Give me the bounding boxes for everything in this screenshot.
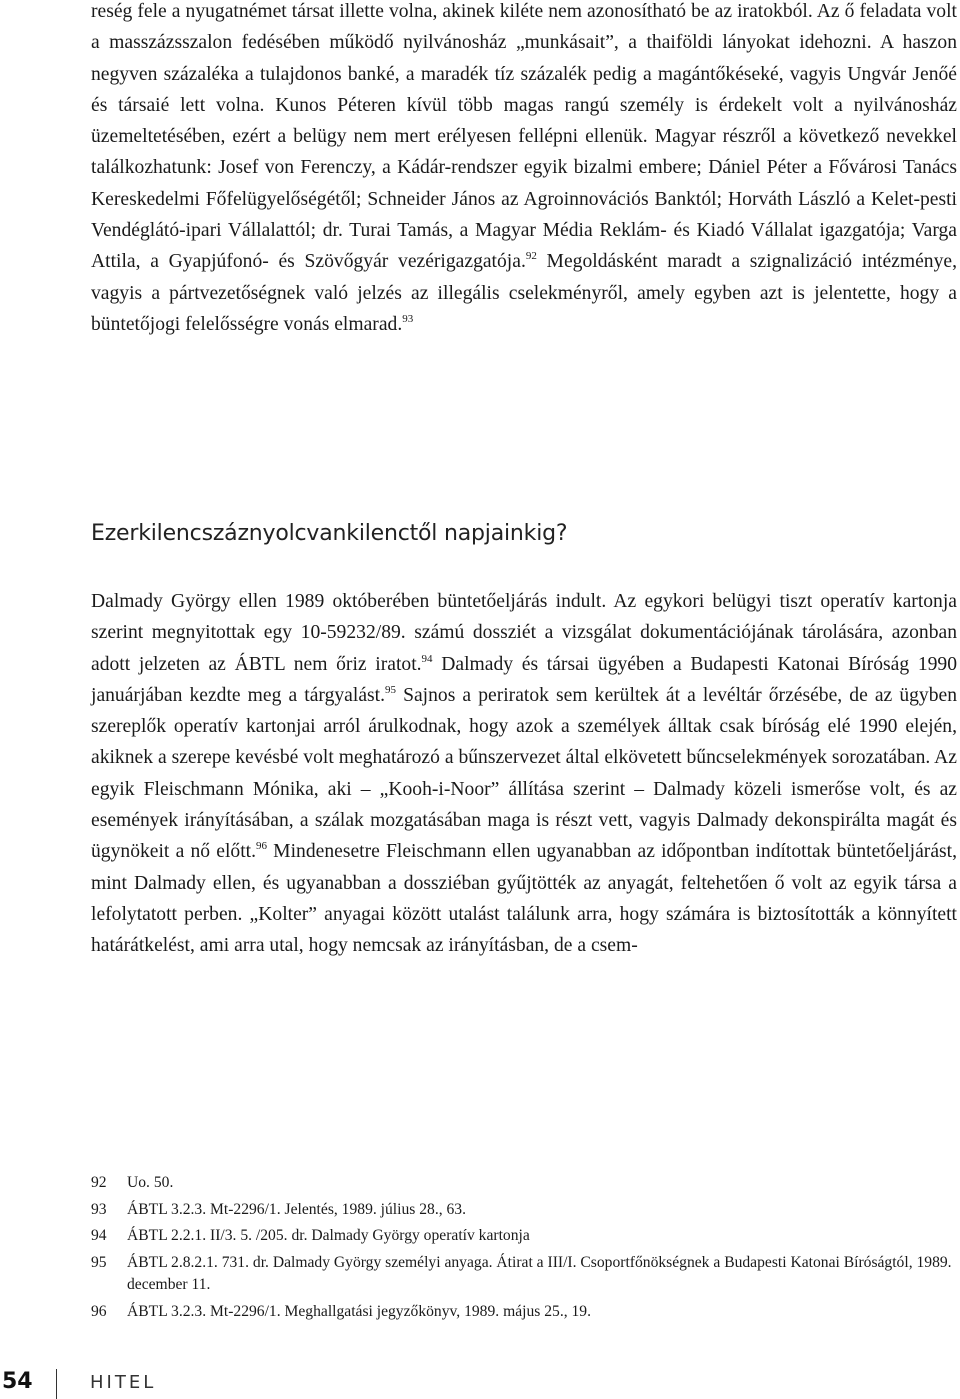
page-number: 54 [2, 1369, 33, 1394]
paragraph-text: Megoldásként maradt a szignalizáció intézménye, vagyis a pártvezetőségnek való jelzés az illegális cselekményről, amely egyben azt is jelentette, hogy a büntetőjogi felelősségre vonás elmarad. [91, 251, 957, 335]
footnote-item [91, 1225, 957, 1248]
footnote-number: 95 [91, 1253, 107, 1271]
paragraph-text: Mindenesetre Fleischmann ellen ugyanabban az időpontban indítottak büntetőeljárást, mint Dalmady ellen, és ugyanabban a dossziéban gyűjtötték az anyagát, feltehetően ő volt az egyik társa a lefolytatott perben. „Kolter” anyagai között utalást találunk arra, hogy számára is biztosították a könnyített határátkelést, ami arra utal, hogy nemcsak az irányításban, de a csem- [91, 841, 957, 957]
footnote-ref-95[interactable]: 95 [385, 683, 396, 696]
footnote-item [91, 1199, 957, 1222]
footnote-item [91, 1252, 957, 1297]
paragraph-text: Dalmady és társai ügyében a Budapesti Katonai Bíróság 1990 januárjában kezdte meg a tárgyalást. [91, 653, 958, 706]
footnotes-section [91, 1172, 957, 1328]
footnote-ref-92[interactable]: 92 [525, 250, 537, 263]
body-paragraph-2 [91, 586, 957, 962]
footnote-text: ÁBTL 3.2.3. Mt-2296/1. Jelentés, 1989. július 28., 63. [127, 1200, 467, 1218]
footnote-ref-96[interactable]: 96 [255, 840, 267, 853]
footnote-number: 94 [91, 1227, 107, 1245]
footnote-text: Uo. 50. [127, 1174, 174, 1191]
footer-divider [56, 1369, 57, 1399]
footnote-text: ÁBTL 2.8.2.1. 731. dr. Dalmady György személyi anyaga. Átirat a III/I. Csoportfőnökségnek a Budapesti Katonai Bíróságtól, 1989. december 11. [127, 1253, 952, 1294]
footnote-ref-94[interactable]: 94 [421, 652, 433, 665]
footnote-ref-93[interactable]: 93 [402, 312, 414, 325]
section-heading: Ezerkilencszáznyolcvankilenctől napjainkig? [91, 521, 568, 546]
paragraph-text: Dalmady György ellen 1989 októberében büntetőeljárás indult. Az egykori belügyi tiszt operatív kartonja szerint megnyitottak egy 10-59232/89. számú dossziét a vizsgálat dokumentációjának tárolására, azonban adott jelzeten az ÁBTL nem őriz iratot. [91, 591, 957, 675]
body-paragraph-1 [91, 0, 957, 340]
footnote-item [91, 1172, 957, 1195]
footnote-text: ÁBTL 2.2.1. II/3. 5. /205. dr. Dalmady György operatív kartonja [127, 1227, 530, 1245]
paragraph-text: reség fele a nyugatnémet társat illette volna, akinek kiléte nem azonosítható be az iratokból. Az ő feladata volt a masszázsszalon fedésében működő nyilvánosház „munkásait”, a thaiföldi lányokat idehozni. A haszon negyven százaléka a tulajdonos banké, a maradék tíz százalék pedig a magántőkéseké, vagyis Ungvár Jenőé és társaié lett volna. Kunos Péteren kívül több magas rangú személy is érdekelt volt a nyilvánosház üzemeltetésében, ezért a belügy nem mert erélyesen fellépni ellenük. Magyar részről a következő nevekkel találkozhatunk: Josef von Ferenczy, a Kádár-rendszer egyik bizalmi embere; Dániel Péter a Fővárosi Tanács Kereskedelmi Főfelügyelőségétől; Schneider János az Agroinnovációs Banktól; Horváth László a Kelet-pesti Vendéglátó-ipari Vállalattól; dr. Turai Tamás, a Magyar Média Reklám- és Kiadó Vállalat igazgatója; Varga Attila, a Gyapjúfonó- és Szövőgyár vezérigazgatója. [91, 1, 957, 273]
footnote-number: 93 [91, 1200, 107, 1218]
journal-name: HITEL [90, 1372, 157, 1393]
footnote-number: 96 [91, 1302, 107, 1320]
paragraph-text: Sajnos a periratok sem kerültek át a levéltár őrzésébe, de az ügyben szereplők operatív kartonjai arról árulkodnak, hogy azok a személyek álltak csak bíróság elé 1990 elején, akiknek a szerepe kevésbé volt meghatározó a bűnszervezet által elkövetett bűncselekmények sorozatában. Az egyik Fleischmann Mónika, aki – „Kooh-i-Noor” állítása szerint – Dalmady közeli ismerőse volt, és az események irányításában, a szálak mozgatásában maga is részt vett, vagyis Dalmady dekonspirálta magát és ügynökeit a nő előtt. [91, 684, 958, 863]
footnote-number: 92 [91, 1174, 107, 1191]
footnote-item [91, 1301, 957, 1324]
footnote-text: ÁBTL 3.2.3. Mt-2296/1. Meghallgatási jegyzőkönyv, 1989. május 25., 19. [127, 1302, 592, 1320]
